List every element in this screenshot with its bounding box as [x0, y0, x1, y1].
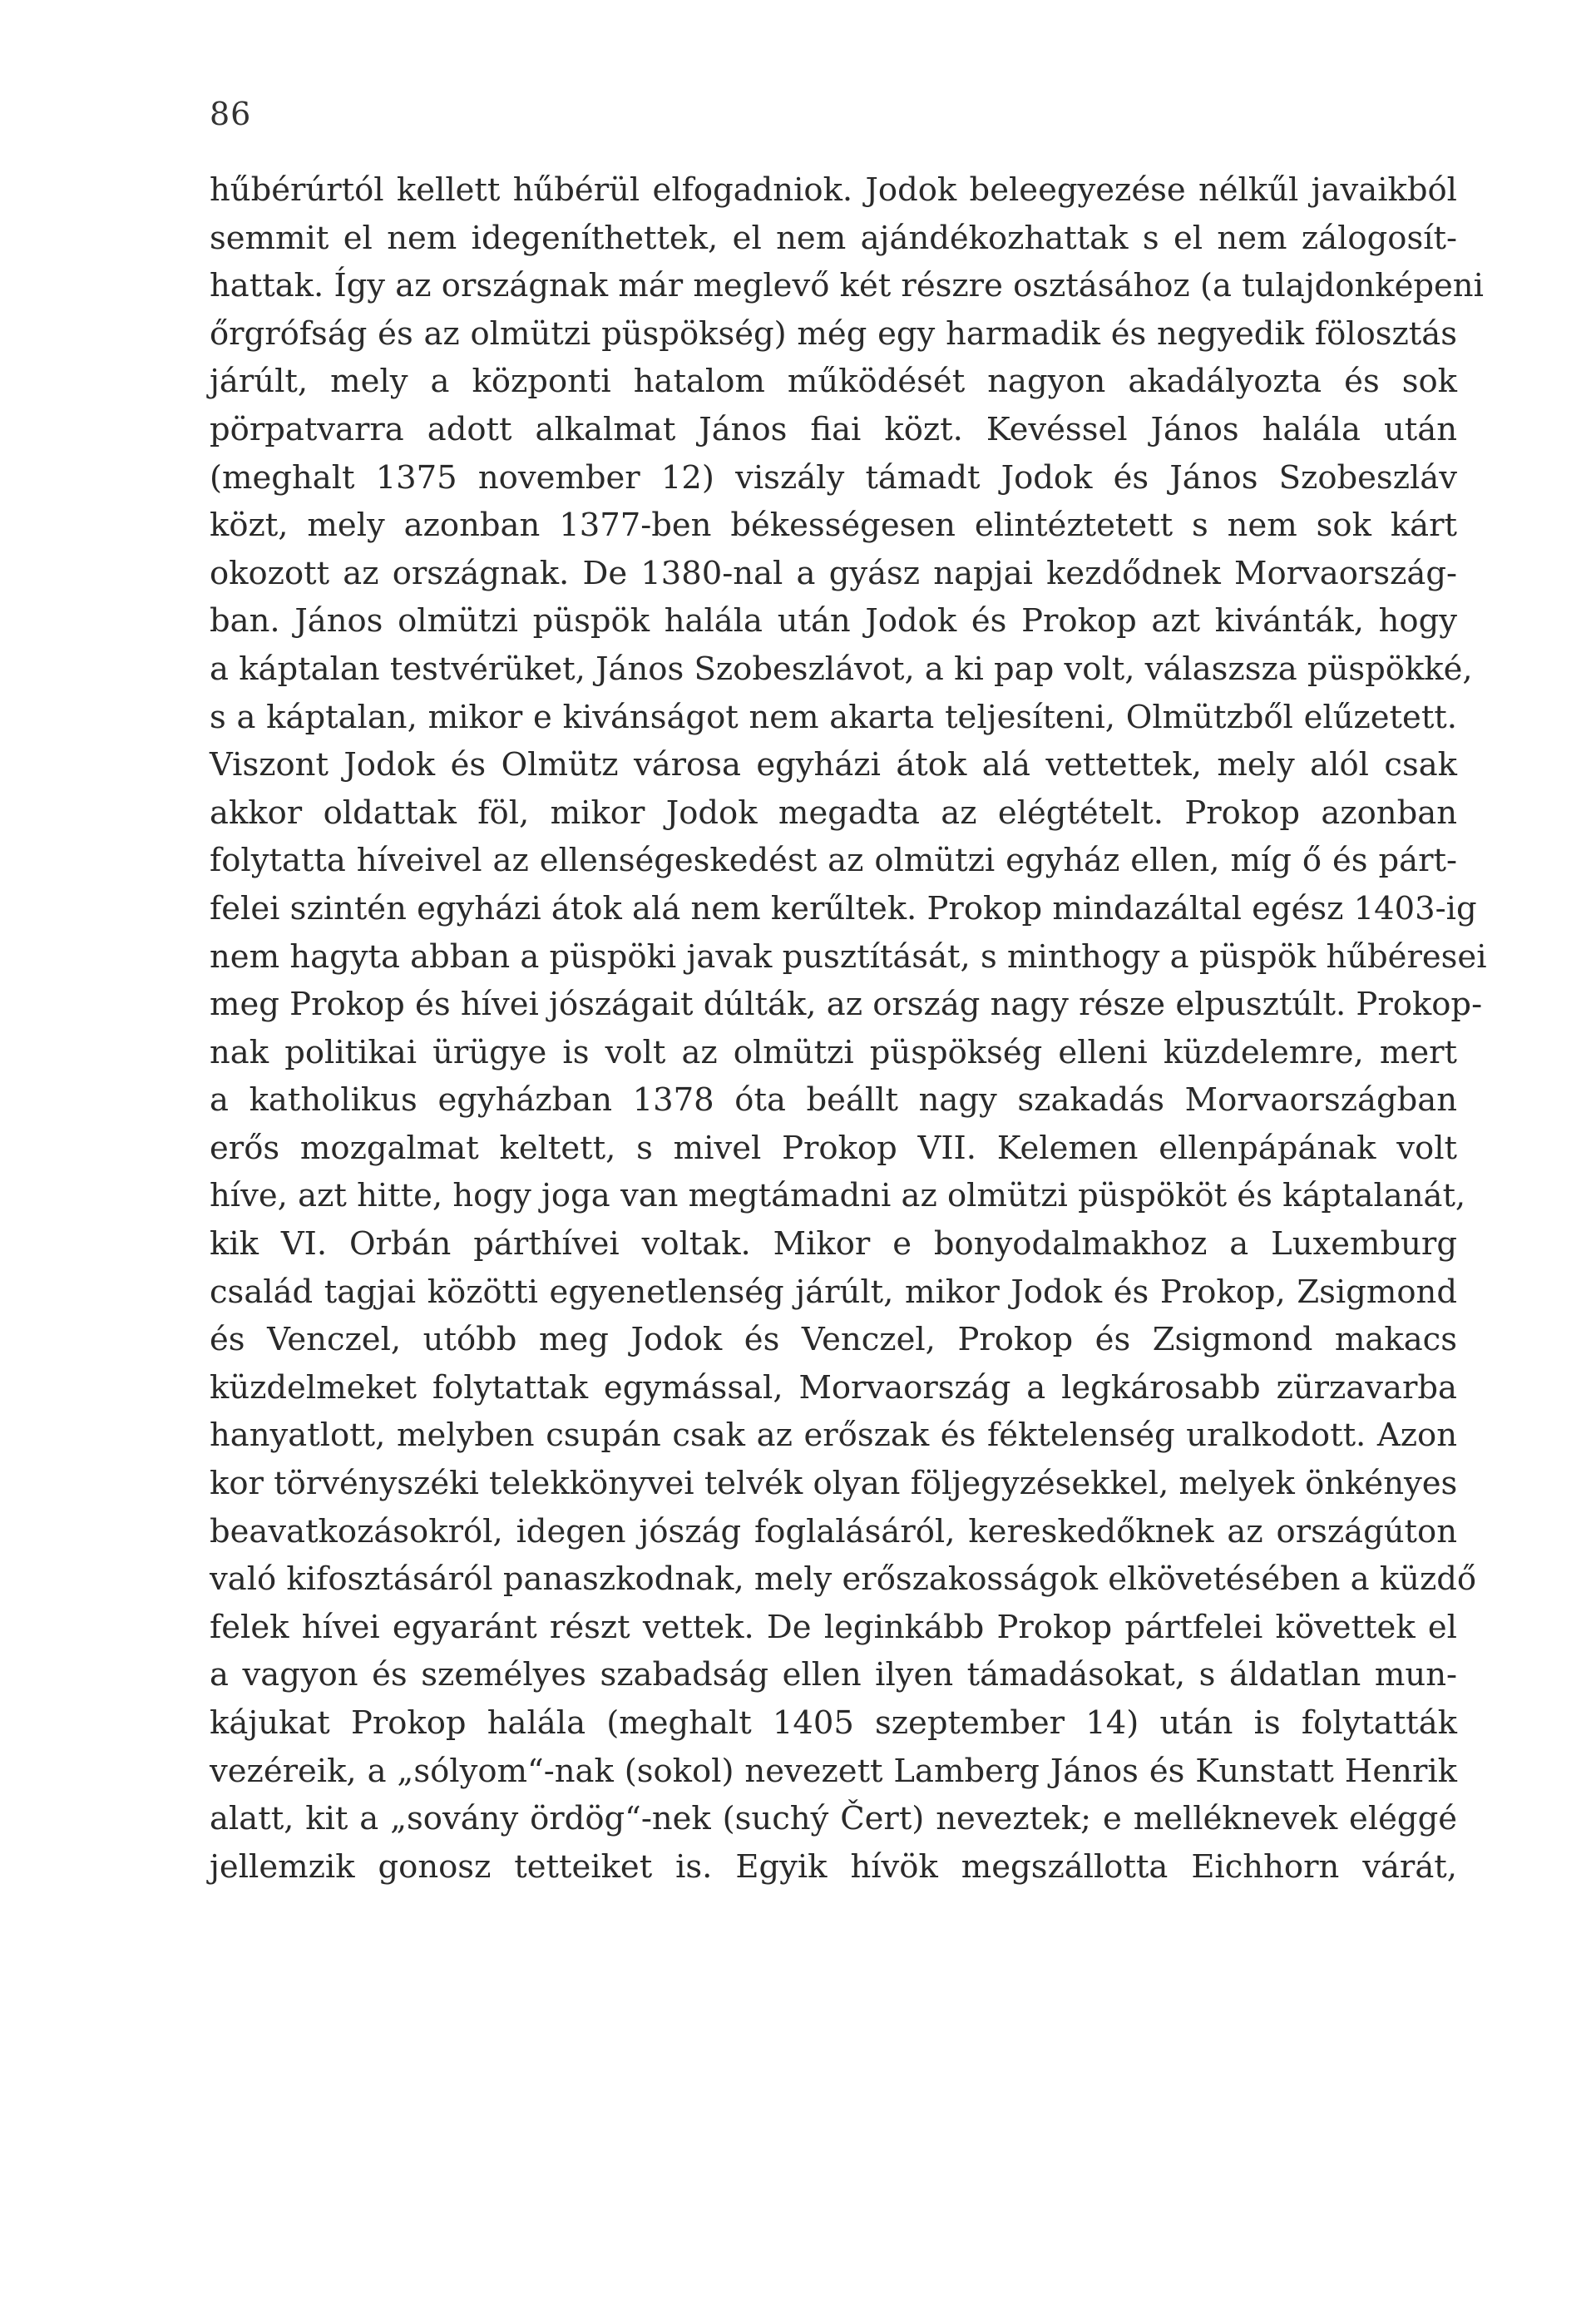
text-line: kik VI. Orbán párthívei voltak. Mikor e bonyodalmakhoz a Luxemburg	[210, 1225, 1457, 1263]
text-line: alatt, kit a „sovány ördög“-nek (suchý Čert) neveztek; e melléknevek eléggé	[210, 1800, 1457, 1838]
text-line: híve, azt hitte, hogy joga van megtámadni az olmützi püspököt és káptalanát,	[210, 1177, 1466, 1215]
text-line: (meghalt 1375 november 12) viszály támadt Jodok és János Szobeszláv	[210, 458, 1457, 497]
text-line: vezéreik, a „sólyom“-nak (sokol) nevezett Lamberg János és Kunstatt Henrik	[210, 1752, 1457, 1790]
text-line: s a káptalan, mikor e kivánságot nem akarta teljesíteni, Olmützből elűzetett.	[210, 698, 1457, 736]
text-line: járúlt, mely a központi hatalom működését nagyon akadályozta és sok	[210, 363, 1457, 401]
text-line: való kifosztásáról panaszkodnak, mely erőszakosságok elkövetésében a küzdő	[210, 1560, 1477, 1599]
text-line: akkor oldattak föl, mikor Jodok megadta az elégtételt. Prokop azonban	[210, 794, 1457, 832]
text-line: pörpatvarra adott alkalmat János fiai közt. Kevéssel János halála után	[210, 410, 1457, 448]
text-line: hattak. Így az országnak már meglevő két részre osztásához (a tulajdonképeni	[210, 267, 1484, 305]
text-line: hanyatlott, melyben csupán csak az erőszak és féktelenség uralkodott. Azon	[210, 1417, 1457, 1455]
text-line: kor törvényszéki telekkönyvei telvék olyan följegyzésekkel, melyek önkényes	[210, 1465, 1458, 1503]
text-line: nak politikai ürügye is volt az olmützi püspökség elleni küzdelemre, mert	[210, 1033, 1457, 1071]
text-line: nem hagyta abban a püspöki javak pusztítását, s minthogy a püspök hűbéresei	[210, 937, 1487, 976]
text-line: okozott az országnak. De 1380-nal a gyász napjai kezdődnek Morvaország-	[210, 554, 1457, 592]
text-line: beavatkozásokról, idegen jószág foglalásáról, kereskedőknek az országúton	[210, 1512, 1457, 1550]
text-line: család tagjai közötti egyenetlenség járúlt, mikor Jodok és Prokop, Zsigmond	[210, 1273, 1457, 1311]
text-line: folytatta híveivel az ellenségeskedést az olmützi egyház ellen, míg ő és párt-	[210, 842, 1457, 880]
text-line: felei szintén egyházi átok alá nem kerűltek. Prokop mindazáltal egész 1403-ig	[210, 889, 1477, 927]
text-line: és Venczel, utóbb meg Jodok és Venczel, Prokop és Zsigmond makacs	[210, 1321, 1457, 1359]
text-line: Viszont Jodok és Olmütz városa egyházi átok alá vettettek, mely alól csak	[210, 746, 1457, 784]
text-line: meg Prokop és hívei jószágait dúlták, az ország nagy része elpusztúlt. Prokop-	[210, 986, 1483, 1024]
text-line: a vagyon és személyes szabadság ellen ilyen támadásokat, s áldatlan mun-	[210, 1656, 1457, 1694]
text-line: a káptalan testvérüket, János Szobeszlávot, a ki pap volt, válaszsza püspökké,	[210, 650, 1473, 688]
text-line: küzdelmeket folytattak egymással, Morvaország a legkárosabb zürzavarba	[210, 1368, 1457, 1407]
text-line: semmit el nem idegeníthettek, el nem ajándékozhattak s el nem zálogosít-	[210, 219, 1457, 257]
text-line: kájukat Prokop halála (meghalt 1405 szeptember 14) után is folytatták	[210, 1704, 1457, 1742]
body-text	[210, 166, 1487, 1891]
text-line: őrgrófság és az olmützi püspökség) még egy harmadik és negyedik fölosztás	[210, 314, 1457, 353]
text-line: a katholikus egyházban 1378 óta beállt nagy szakadás Morvaországban	[210, 1081, 1457, 1120]
text-line: erős mozgalmat keltett, s mivel Prokop VII. Kelemen ellenpápának volt	[210, 1129, 1457, 1167]
text-line: hűbérúrtól kellett hűbérül elfogadniok. Jodok beleegyezése nélkűl javaikból	[210, 171, 1457, 209]
page-number: 86	[210, 96, 252, 132]
text-line: felek hívei egyaránt részt vettek. De leginkább Prokop pártfelei követtek el	[210, 1608, 1457, 1646]
text-line: jellemzik gonosz tetteiket is. Egyik hívök megszállotta Eichhorn várát,	[210, 1847, 1457, 1886]
text-line: ban. János olmützi püspök halála után Jodok és Prokop azt kivánták, hogy	[210, 602, 1457, 640]
text-line: közt, mely azonban 1377-ben békességesen elintéztetett s nem sok kárt	[210, 507, 1457, 545]
